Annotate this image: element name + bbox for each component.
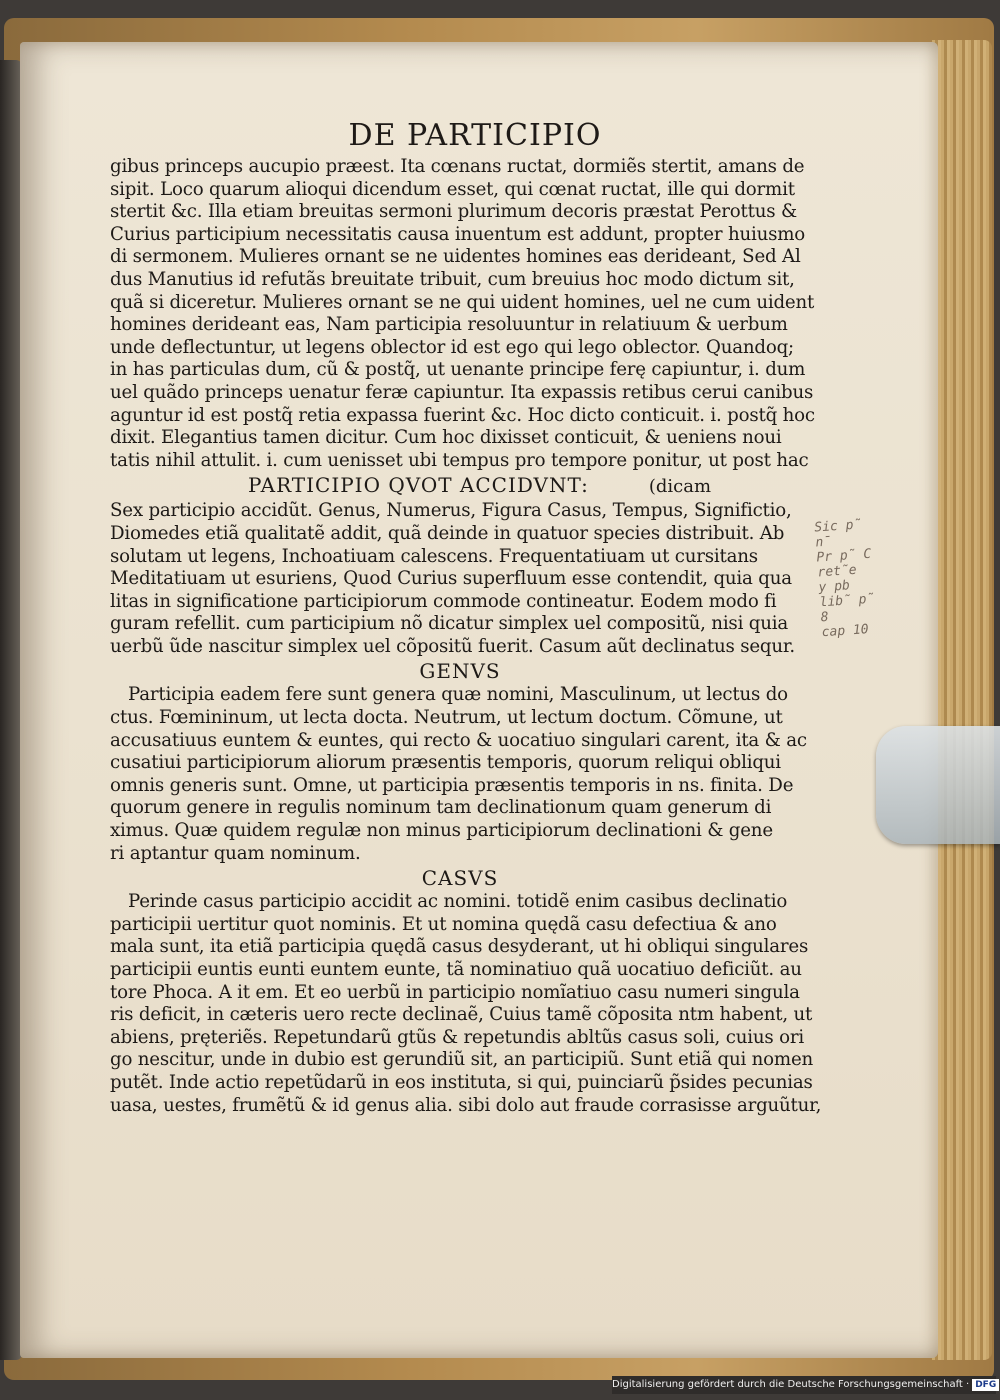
text-line: mala sunt, ita etiã participia quędã casus desyderant, ut hi obliqui singulares	[110, 936, 809, 958]
text-line: di sermonem. Mulieres ornant se ne uidentes homines eas derideant, Sed Al	[110, 246, 801, 268]
marginalia-line: lib̃ p̃ 8	[819, 591, 875, 626]
text-line: participii euntis eunti euntem eunte, tã nominatiuo quã uocatiuo deficiũt. au	[110, 959, 802, 980]
text-line: Meditatiuam ut esuriens, Quod Curius superfluum esse contendit, quia qua	[110, 568, 792, 590]
text-line: ctus. Fœmininum, ut lecta docta. Neutrum, ut lectum doctum. Cõmune, ut	[110, 707, 783, 729]
text-line: quã si diceretur. Mulieres ornant se ne qui uident homines, uel ne cum uident	[110, 291, 815, 313]
section-title-casus: CASVS	[421, 866, 499, 891]
text-line: go nescitur, unde in dubio est gerundiũ sit, an participiũ. Sunt etiã qui nomen	[110, 1049, 814, 1071]
text-line: dixit. Elegantius tamen dicitur. Cum hoc dixisset conticuit, & ueniens noui	[110, 427, 782, 449]
marginalia-line: Pr p̃ C	[815, 546, 872, 566]
text-line: putẽt. Inde actio repetũdarũ in eos instituta, si qui, puinciarũ p̃sides pecunias	[110, 1071, 813, 1093]
text-line: cusatiui participiorum aliorum præsentis temporis, quorum reliqui obliqui	[110, 752, 781, 774]
text-line: uerbũ ũde nascitur simplex uel cõpositũ fuerit. Casum aũt declinatus sequr.	[110, 635, 795, 657]
text-line: ri aptantur quam nominum.	[110, 842, 361, 864]
footer-text: Digitalisierung gefördert durch die Deutsche Forschungsgemeinschaft ·	[612, 1379, 970, 1390]
text-line: participii uertitur quot nominis. Et ut nomina quędã casu defectiua & ano	[110, 913, 777, 935]
text-line: sipit. Loco quarum alioqui dicendum esset, qui cœnat ructat, ille qui dormit	[110, 178, 795, 200]
page-edges	[932, 40, 992, 1360]
page-text	[110, 118, 822, 1117]
handwritten-marginalia	[814, 516, 892, 641]
paragraph-genus	[110, 684, 810, 865]
text-line: Participia eadem fere sunt genera quæ nomini, Masculinum, ut lectus do	[128, 684, 788, 706]
section-title-genus: GENVS	[419, 659, 501, 684]
text-line: litas in significatione participiorum commode contineatur. Eodem modo fi	[110, 590, 777, 612]
text-line: tore Phoca. A it em. Et eo uerbũ in participio nomĩatiuo casu numeri singula	[110, 981, 800, 1003]
text-line: ximus. Quæ quidem regulæ non minus participiorum declinationi & gene	[110, 820, 773, 842]
marginalia-line: cap 10	[821, 622, 870, 641]
paragraph-intro	[110, 156, 815, 472]
text-line: abiens, pręteriẽs. Repetundarũ gtũs & repetundis abltũs casus soli, cuius ori	[110, 1026, 804, 1048]
paragraph-accidents	[110, 500, 810, 658]
text-line: uel quãdo princeps uenatur feræ capiuntur. Ita expassis retibus cerui canibus	[110, 381, 814, 403]
marginalia-line: y pb	[818, 578, 851, 596]
page-clip	[876, 726, 1000, 844]
section-title-participio	[110, 474, 810, 498]
text-line: in has particulas dum, cũ & postq̃, ut uenante principe ferę capiuntur, i. dum	[110, 359, 806, 381]
dfg-logo: DFG	[972, 1379, 999, 1391]
text-line: Perinde casus participio accidit ac nomini. totidẽ enim casibus declinatio	[128, 891, 788, 913]
text-line: gibus princeps aucupio præest. Ita cœnans ructat, dormiẽs stertit, amans de	[110, 156, 805, 177]
facing-page-edge	[0, 60, 22, 1360]
text-line: tatis nihil attulit. i. cum uenisset ubi tempus pro tempore ponitur, ut post hac	[110, 449, 809, 471]
text-line: guram refellit. cum participium nõ dicatur simplex uel compositũ, nisi quia	[110, 613, 788, 635]
text-line: stertit &c. Illa etiam breuitas sermoni plurimum decoris præstat Perottus &	[110, 201, 797, 223]
page-heading: DE PARTICIPIO	[348, 118, 602, 153]
text-line: homines derideant eas, Nam participia resoluuntur in relatiuum & uerbum	[110, 314, 788, 336]
text-line: Sex participio accidũt. Genus, Numerus, Figura Casus, Tempus, Significtio,	[110, 500, 792, 522]
text-line: dus Manutius id refutãs breuitate tribuit, cum breuius hoc modo dictum sit,	[110, 268, 795, 290]
paragraph-casus	[110, 891, 822, 1117]
text-line: uasa, uestes, frumẽtũ & id genus alia. sibi dolo aut fraude corrasisse arguũtur,	[110, 1094, 822, 1116]
text-line: solutam ut legens, Inchoatiuam calescens. Frequentatiuam ut cursitans	[110, 545, 758, 567]
marginalia-line: Sic p̃ n̄	[813, 517, 862, 551]
digitization-footer	[612, 1376, 996, 1394]
marginalia-line: ret̃e	[817, 562, 858, 581]
section-aside: (dicam	[648, 476, 712, 498]
text-line: omnis generis sunt. Omne, ut participia præsentis temporis in ns. finita. De	[110, 774, 794, 796]
section-title-text: PARTICIPIO QVOT ACCIDVNT:	[248, 473, 589, 498]
text-line: accusatiuus euntem & euntes, qui recto & uocatiuo singulari carent, ita & ac	[110, 729, 807, 751]
text-line: unde deflectuntur, ut legens oblector id est ego qui lego oblector. Quandoq;	[110, 336, 794, 358]
text-line: ris deficit, in cæteris uero recte declinaẽ, Cuius tamẽ cõposita ntm habent, ut	[110, 1004, 813, 1026]
text-line: Curius participium necessitatis causa inuentum est addunt, propter huiusmo	[110, 223, 806, 245]
text-line: aguntur id est postq̃ retia expassa fuerint &c. Hoc dicto conticuit. i. postq̃ hoc	[110, 404, 815, 426]
text-line: quorum genere in regulis nominum tam declinationum quam generum di	[110, 797, 772, 819]
text-line: Diomedes etiã qualitatẽ addit, quã deinde in quatuor species distribuit. Ab	[110, 522, 785, 544]
